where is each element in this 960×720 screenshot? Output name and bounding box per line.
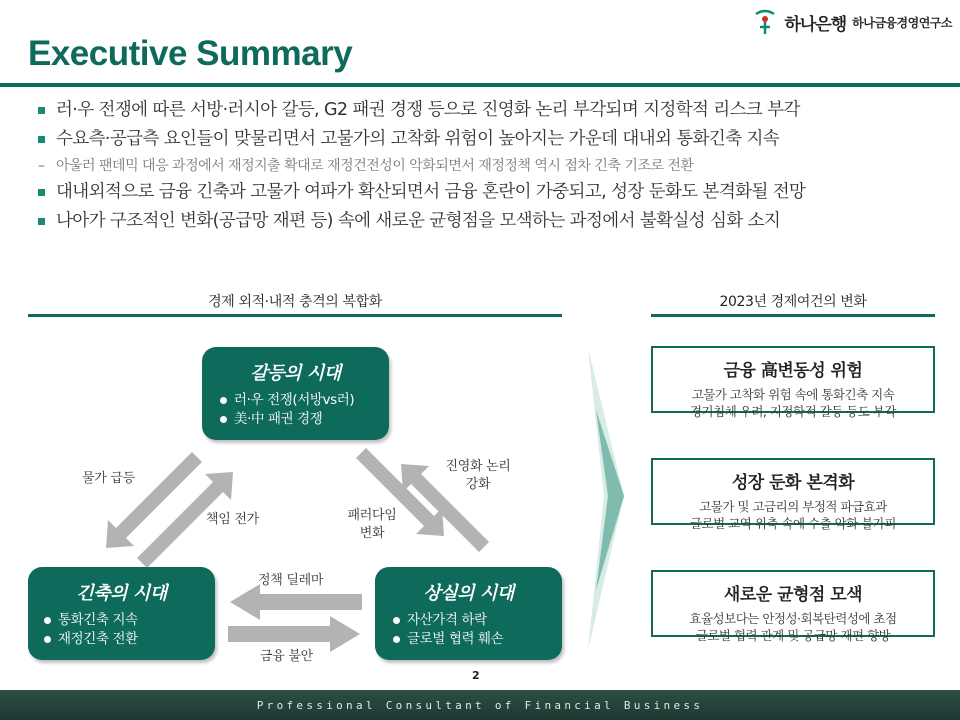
hana-logo-icon bbox=[752, 8, 778, 36]
outlook-card bbox=[651, 346, 935, 419]
sub-bullet-item bbox=[38, 154, 938, 178]
card-line: 글로벌 교역 위축 속에 수출 악화 불가피 bbox=[689, 516, 897, 531]
card-line: 고물가 및 고금리의 부정적 파급효과 bbox=[699, 499, 887, 514]
dash-marker: – bbox=[38, 158, 45, 174]
page-number: 2 bbox=[472, 669, 480, 682]
card-title: 성장 둔화 본격화 bbox=[731, 473, 855, 493]
era-box-list bbox=[42, 611, 215, 649]
label-line: 변화 bbox=[359, 526, 385, 541]
card-title: 금융 高변동성 위험 bbox=[723, 361, 863, 381]
era-box-conflict bbox=[202, 347, 389, 440]
arrow-right-icon bbox=[228, 616, 360, 652]
chevron-right-inner-icon bbox=[596, 410, 624, 590]
card-line: 글로벌 협력 관계 및 공급망 재편 향방 bbox=[695, 628, 891, 643]
label-line: 진영화 논리 bbox=[445, 459, 511, 474]
card-line: 고물가 고착화 위험 속에 통화긴축 지속 bbox=[691, 387, 895, 402]
left-section-title: 경제 외적·내적 충격의 복합화 bbox=[208, 294, 382, 310]
list-item: 재정긴축 전환 bbox=[42, 630, 215, 649]
bullet-item bbox=[38, 96, 938, 125]
outlook-card bbox=[651, 458, 935, 531]
era-box-tightening bbox=[28, 567, 215, 660]
sub-bullet-text: 아울러 팬데믹 대응 과정에서 재정지출 확대로 재정건전성이 악화되면서 재정정책 역시 점차 긴축 기조로 전환 bbox=[56, 158, 694, 174]
square-bullet-icon bbox=[38, 218, 45, 225]
card-title: 새로운 균형점 모색 bbox=[723, 585, 863, 605]
era-box-title: 상실의 시대 bbox=[423, 583, 514, 604]
bullet-text: 나아가 구조적인 변화(공급망 재편 등) 속에 새로운 균형점을 모색하는 과정에서 불확실성 심화 소지 bbox=[56, 211, 781, 231]
bullet-text: 수요측·공급측 요인들이 맞물리면서 고물가의 고착화 위험이 높아지는 가운데 대내외 통화긴축 지속 bbox=[56, 129, 780, 149]
outlook-card bbox=[651, 570, 935, 643]
arrow-label-responsibility: 책임 전가 bbox=[206, 512, 259, 527]
arrow-label-policy-dilemma: 정책 딜레마 bbox=[258, 573, 324, 588]
bank-name: 하나은행 bbox=[784, 14, 847, 35]
era-box-list bbox=[218, 391, 389, 429]
arrow-label-financial-unrest: 금융 불안 bbox=[260, 649, 313, 664]
page-title: Executive Summary bbox=[28, 34, 353, 73]
list-item: 美·中 패권 경쟁 bbox=[218, 410, 389, 429]
list-item: 자산가격 하락 bbox=[391, 611, 562, 630]
era-box-title: 갈등의 시대 bbox=[250, 363, 341, 384]
card-line: 경기침체 우려, 지정학적 갈등 등도 부각 bbox=[689, 404, 897, 419]
bullet-item bbox=[38, 178, 938, 207]
card-line: 효율성보다는 안정성·회복탄력성에 초점 bbox=[689, 611, 897, 626]
bullet-text: 대내외적으로 금융 긴축과 고물가 여파가 확산되면서 금융 혼란이 가중되고, 성장 둔화도 본격화될 전망 bbox=[56, 182, 806, 202]
bullet-item bbox=[38, 207, 938, 236]
bullet-text: 러·우 전쟁에 따른 서방·러시아 갈등, G2 패권 경쟁 등으로 진영화 논리 부각되며 지정학적 리스크 부각 bbox=[56, 100, 800, 120]
summary-bullets bbox=[38, 96, 938, 236]
era-box-list bbox=[391, 611, 562, 649]
right-section-title: 2023년 경제여건의 변화 bbox=[719, 294, 867, 310]
title-divider bbox=[0, 83, 960, 87]
era-box-loss bbox=[375, 567, 562, 660]
left-section-divider bbox=[28, 314, 562, 317]
label-line: 패러다임 bbox=[347, 508, 397, 523]
arrow-label-bloc-logic bbox=[438, 458, 518, 494]
list-item: 통화긴축 지속 bbox=[42, 611, 215, 630]
bullet-item bbox=[38, 125, 938, 154]
right-section-divider bbox=[651, 314, 935, 317]
company-logo bbox=[752, 8, 952, 36]
footer-banner: Professional Consultant of Financial Business bbox=[0, 690, 960, 720]
era-box-title: 긴축의 시대 bbox=[76, 583, 167, 604]
institute-name: 하나금융경영연구소 bbox=[852, 15, 952, 30]
list-item: 러·우 전쟁(서방vs러) bbox=[218, 391, 389, 410]
arrow-label-price-surge: 물가 급등 bbox=[82, 471, 135, 486]
arrow-down-left-icon bbox=[106, 452, 202, 548]
square-bullet-icon bbox=[38, 189, 45, 196]
list-item: 글로벌 협력 훼손 bbox=[391, 630, 562, 649]
square-bullet-icon bbox=[38, 136, 45, 143]
arrow-label-paradigm bbox=[336, 507, 408, 543]
label-line: 강화 bbox=[465, 477, 491, 492]
square-bullet-icon bbox=[38, 107, 45, 114]
